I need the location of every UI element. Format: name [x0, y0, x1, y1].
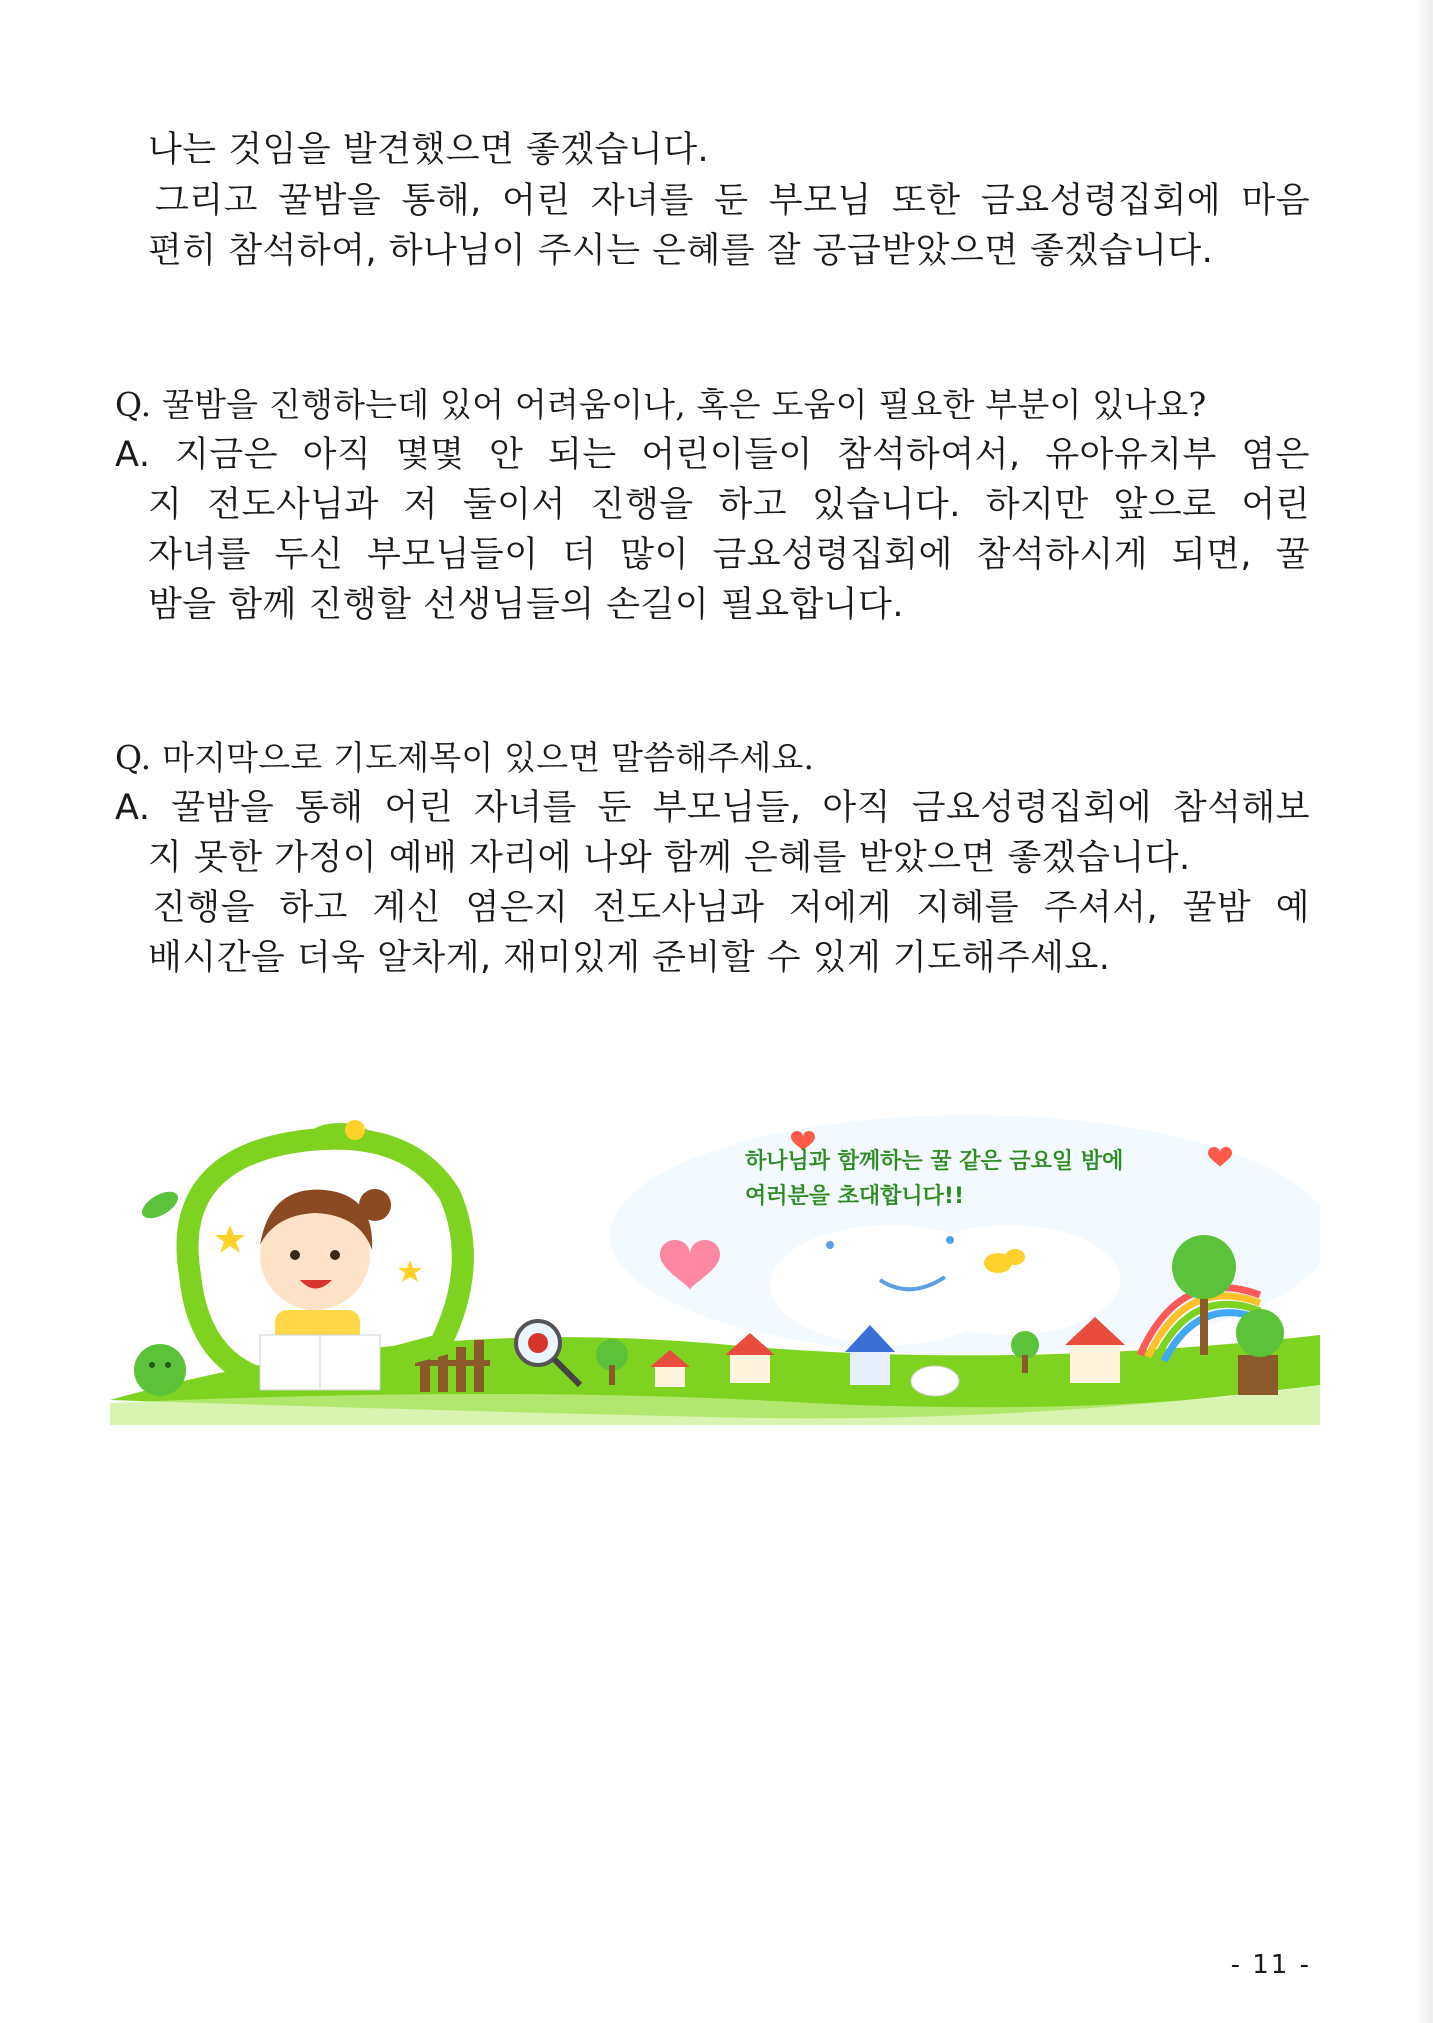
- intro-line-1: 나는 것임을 발견했으면 좋겠습니다.: [148, 130, 710, 170]
- answer-2-line-4: 배시간을 더욱 알차게, 재미있게 준비할 수 있게 기도해주세요.: [148, 938, 1111, 978]
- question-1: Q. 꿀밤을 진행하는데 있어 어려움이나, 혹은 도움이 필요한 부분이 있나요?: [115, 385, 1207, 424]
- answer-2-line-2: 지 못한 가정이 예배 자리에 나와 함께 은혜를 받았으면 좋겠습니다.: [148, 838, 1191, 878]
- question-2: Q. 마지막으로 기도제목이 있으면 말씀해주세요.: [115, 738, 815, 777]
- scan-edge-shadow: [1415, 0, 1433, 2023]
- answer-1-line-3: 자녀를 두신 부모님들이 더 많이 금요성령집회에 참석하시게 되면, 꿀: [148, 535, 1310, 575]
- banner-text-line-2: 여러분을 초대합니다!!: [745, 1184, 964, 1209]
- invitation-banner-illustration: [110, 1085, 1320, 1425]
- answer-2-line-1: A. 꿀밤을 통해 어린 자녀를 둔 부모님들, 아직 금요성령집회에 참석해보: [115, 788, 1310, 828]
- page-number: - 11 -: [1230, 1950, 1311, 1980]
- answer-1-line-2: 지 전도사님과 저 둘이서 진행을 하고 있습니다. 하지만 앞으로 어린: [148, 485, 1310, 525]
- banner-text-line-1: 하나님과 함께하는 꿀 같은 금요일 밤에: [745, 1149, 1124, 1174]
- answer-1-line-1: A. 지금은 아직 몇몇 안 되는 어린이들이 참석하여서, 유아유치부 염은: [115, 435, 1310, 475]
- answer-2-line-3: 진행을 하고 계신 염은지 전도사님과 저에게 지혜를 주셔서, 꿀밤 예: [152, 888, 1310, 928]
- intro-line-2: 그리고 꿀밤을 통해, 어린 자녀를 둔 부모님 또한 금요성령집회에 마음: [155, 181, 1310, 221]
- answer-1-line-4: 밤을 함께 진행할 선생님들의 손길이 필요합니다.: [148, 585, 904, 625]
- intro-line-3: 편히 참석하여, 하나님이 주시는 은혜를 잘 공급받았으면 좋겠습니다.: [148, 231, 1214, 271]
